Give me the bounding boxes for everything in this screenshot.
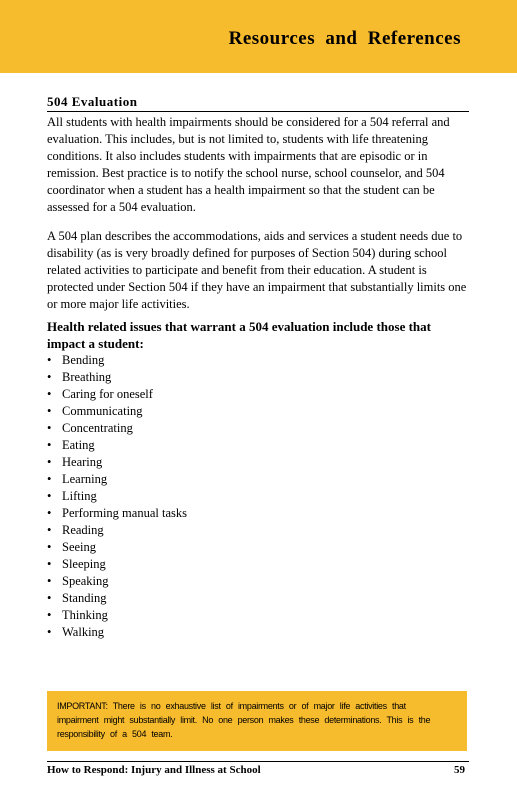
bullet-icon: • xyxy=(47,591,52,605)
list-item: • Walking xyxy=(47,625,105,639)
bullet-icon: • xyxy=(47,370,52,384)
list-item: • Performing manual tasks xyxy=(47,506,187,520)
bullet-icon: • xyxy=(47,438,52,452)
header-band xyxy=(0,0,517,73)
bullet-icon: • xyxy=(47,557,52,571)
list-item: • Seeing xyxy=(47,540,97,554)
list-item: • Communicating xyxy=(47,404,143,418)
footer-title: How to Respond: Injury and Illness at School xyxy=(47,764,261,776)
bullet-icon: • xyxy=(47,455,52,469)
list-item: • Speaking xyxy=(47,574,109,588)
list-item: • Hearing xyxy=(47,455,103,469)
list-item: • Concentrating xyxy=(47,421,133,435)
section-heading: 504 Evaluation xyxy=(47,94,138,109)
list-item: • Reading xyxy=(47,523,104,537)
heading-rule xyxy=(47,111,469,112)
bullet-icon: • xyxy=(47,404,52,418)
bullet-icon: • xyxy=(47,421,52,435)
list-item: • Caring for oneself xyxy=(47,387,153,401)
bullet-icon: • xyxy=(47,353,52,367)
bullet-icon: • xyxy=(47,506,52,520)
list-item: • Sleeping xyxy=(47,557,106,571)
list-item: • Standing xyxy=(47,591,107,605)
bullet-icon: • xyxy=(47,472,52,486)
bullet-icon: • xyxy=(47,523,52,537)
header-title: Resources and References xyxy=(228,28,461,49)
list-item: • Breathing xyxy=(47,370,112,384)
list-item: • Learning xyxy=(47,472,108,486)
bullet-icon: • xyxy=(47,574,52,588)
bullet-icon: • xyxy=(47,540,52,554)
paragraph-2: A 504 plan describes the accommodations, aids and services a student needs due to disability (as is very broadly defined for purposes of Section 504) during school related activities to participate and benefit from their education. A student is protected under Section 504 if they have an impairment that substantially limits one or more major life activities. xyxy=(47,229,467,311)
important-notice-text: IMPORTANT: There is no exhaustive list of impairments or of major life activities that impairment might substantially limit. No one person makes these determinations. This is the responsibility of a 504 team. xyxy=(57,701,431,739)
impact-list xyxy=(47,352,187,641)
bullet-icon: • xyxy=(47,608,52,622)
list-item: • Thinking xyxy=(47,608,108,622)
paragraph-1: All students with health impairments should be considered for a 504 referral and evaluation. This includes, but is not limited to, students with life threatening conditions. It also includes students with impairments that are episodic or in remission. Best practice is to notify the school nurse, school counselor, and 504 coordinator when a student has a health impairment so that the student can be assessed for a 504 evaluation. xyxy=(47,115,450,214)
bullet-icon: • xyxy=(47,625,52,639)
list-intro: Health related issues that warrant a 504 evaluation include those that impact a student: xyxy=(47,319,431,351)
list-item: • Eating xyxy=(47,438,95,452)
page-number: 59 xyxy=(454,764,465,776)
bullet-icon: • xyxy=(47,489,52,503)
important-notice xyxy=(47,691,467,751)
list-item: • Bending xyxy=(47,353,105,367)
footer-rule xyxy=(47,761,469,762)
bullet-icon: • xyxy=(47,387,52,401)
list-item: • Lifting xyxy=(47,489,97,503)
